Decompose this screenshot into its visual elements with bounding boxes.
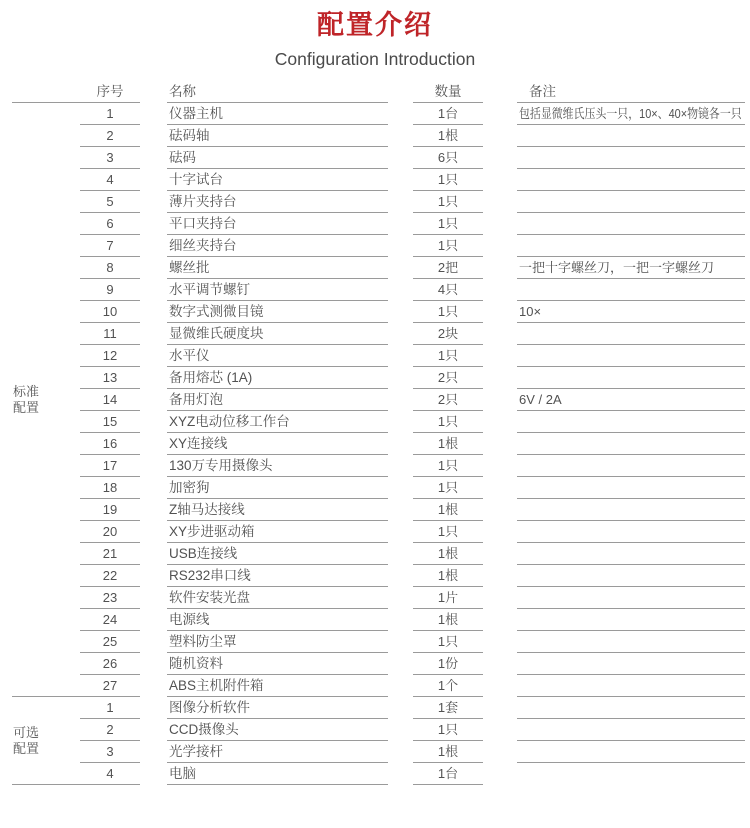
table-row <box>0 697 750 719</box>
row-qty: 1片 <box>413 587 483 609</box>
row-name: 水平仪 <box>167 345 388 367</box>
table-row <box>0 763 750 785</box>
column-gap <box>483 213 517 235</box>
row-remark <box>517 257 745 279</box>
table-row <box>0 543 750 565</box>
row-qty: 1只 <box>413 213 483 235</box>
table-body <box>0 103 750 785</box>
row-name: Z轴马达接线 <box>167 499 388 521</box>
row-index: 14 <box>80 389 140 411</box>
column-gap <box>483 697 517 719</box>
row-index: 26 <box>80 653 140 675</box>
column-gap <box>388 301 413 323</box>
row-name: 电源线 <box>167 609 388 631</box>
table-row <box>0 125 750 147</box>
row-index: 18 <box>80 477 140 499</box>
column-gap <box>388 763 413 785</box>
row-name: 砝码 <box>167 147 388 169</box>
row-qty: 1根 <box>413 741 483 763</box>
row-qty: 6只 <box>413 147 483 169</box>
column-gap <box>140 389 167 411</box>
header-cell-qty: 数量 <box>413 81 483 103</box>
row-remark <box>517 609 745 631</box>
page-title: 配置介绍 <box>317 10 433 40</box>
table-row <box>0 455 750 477</box>
column-gap <box>388 565 413 587</box>
row-remark <box>517 147 745 169</box>
row-qty: 1只 <box>413 169 483 191</box>
table-row <box>0 279 750 301</box>
row-remark <box>517 433 745 455</box>
row-name: 软件安装光盘 <box>167 587 388 609</box>
row-name: CCD摄像头 <box>167 719 388 741</box>
row-index: 5 <box>80 191 140 213</box>
column-gap <box>388 521 413 543</box>
row-index: 17 <box>80 455 140 477</box>
section-label-line: 配置 <box>13 400 40 415</box>
table-row <box>0 345 750 367</box>
table-row <box>0 213 750 235</box>
column-gap <box>388 675 413 697</box>
row-index: 12 <box>80 345 140 367</box>
column-gap <box>140 235 167 257</box>
column-gap <box>140 169 167 191</box>
row-name: 十字试台 <box>167 169 388 191</box>
row-index: 1 <box>80 103 140 125</box>
row-name: 130万专用摄像头 <box>167 455 388 477</box>
column-gap <box>388 477 413 499</box>
configuration-table <box>0 81 750 785</box>
column-gap <box>388 741 413 763</box>
column-gap <box>388 455 413 477</box>
table-row <box>0 169 750 191</box>
table-row <box>0 389 750 411</box>
row-qty: 1个 <box>413 675 483 697</box>
row-index: 27 <box>80 675 140 697</box>
row-index: 21 <box>80 543 140 565</box>
row-remark <box>517 169 745 191</box>
row-qty: 1只 <box>413 477 483 499</box>
column-gap <box>388 103 413 125</box>
row-index: 7 <box>80 235 140 257</box>
row-name: 塑料防尘罩 <box>167 631 388 653</box>
row-name: RS232串口线 <box>167 565 388 587</box>
column-gap <box>483 653 517 675</box>
column-gap <box>140 147 167 169</box>
row-index: 25 <box>80 631 140 653</box>
column-gap <box>483 609 517 631</box>
column-gap <box>388 147 413 169</box>
row-index: 11 <box>80 323 140 345</box>
row-qty: 1台 <box>413 763 483 785</box>
row-remark <box>517 389 745 411</box>
row-name: 水平调节螺钉 <box>167 279 388 301</box>
row-index: 4 <box>80 169 140 191</box>
row-remark <box>517 653 745 675</box>
row-index: 8 <box>80 257 140 279</box>
row-name: 加密狗 <box>167 477 388 499</box>
column-gap <box>388 697 413 719</box>
section-label-optional <box>13 697 68 785</box>
table-row <box>0 103 750 125</box>
row-remark <box>517 345 745 367</box>
column-gap <box>140 433 167 455</box>
column-gap <box>483 521 517 543</box>
table-row <box>0 433 750 455</box>
row-name: XY步进驱动箱 <box>167 521 388 543</box>
row-remark <box>517 455 745 477</box>
column-gap <box>483 367 517 389</box>
table-row <box>0 301 750 323</box>
column-gap <box>140 609 167 631</box>
table-row <box>0 499 750 521</box>
column-gap <box>140 631 167 653</box>
row-name: 电脑 <box>167 763 388 785</box>
section-label-line: 可选 <box>13 725 40 740</box>
column-gap <box>483 565 517 587</box>
row-index: 15 <box>80 411 140 433</box>
section-label-line: 标准 <box>13 384 40 399</box>
row-remark <box>517 477 745 499</box>
column-gap <box>388 125 413 147</box>
column-gap <box>388 279 413 301</box>
row-qty: 1只 <box>413 455 483 477</box>
table-row <box>0 565 750 587</box>
column-gap <box>140 543 167 565</box>
row-qty: 1份 <box>413 653 483 675</box>
column-gap <box>388 719 413 741</box>
table-row <box>0 477 750 499</box>
row-qty: 1只 <box>413 301 483 323</box>
column-gap <box>388 543 413 565</box>
row-qty: 1台 <box>413 103 483 125</box>
header-index-label: 序号 <box>96 84 124 99</box>
row-index: 9 <box>80 279 140 301</box>
column-gap <box>140 301 167 323</box>
row-name: 仪器主机 <box>167 103 388 125</box>
header-cell-remark: 备注 <box>517 81 745 103</box>
row-qty: 1只 <box>413 191 483 213</box>
table-row <box>0 587 750 609</box>
column-gap <box>140 191 167 213</box>
column-gap <box>388 411 413 433</box>
column-gap <box>483 389 517 411</box>
row-name: 光学接杆 <box>167 741 388 763</box>
column-gap <box>483 345 517 367</box>
column-gap <box>140 213 167 235</box>
row-remark-text: 一把十字螺丝刀，一把一字螺丝刀 <box>519 260 715 275</box>
column-gap <box>388 587 413 609</box>
row-index: 23 <box>80 587 140 609</box>
section-label-line: 配置 <box>13 741 40 756</box>
row-index: 16 <box>80 433 140 455</box>
row-qty: 2只 <box>413 367 483 389</box>
row-name: 显微维氏硬度块 <box>167 323 388 345</box>
row-index: 24 <box>80 609 140 631</box>
column-gap <box>140 565 167 587</box>
column-gap <box>483 477 517 499</box>
column-gap <box>140 81 167 103</box>
row-remark <box>517 763 745 785</box>
row-remark <box>517 125 745 147</box>
table-row <box>0 521 750 543</box>
column-gap <box>483 631 517 653</box>
row-qty: 1只 <box>413 719 483 741</box>
row-name: 砝码轴 <box>167 125 388 147</box>
column-gap <box>140 411 167 433</box>
row-remark <box>517 301 745 323</box>
row-index: 22 <box>80 565 140 587</box>
column-gap <box>140 125 167 147</box>
table-row <box>0 323 750 345</box>
row-remark <box>517 543 745 565</box>
column-gap <box>388 345 413 367</box>
row-remark <box>517 103 745 125</box>
table-row <box>0 741 750 763</box>
column-gap <box>483 455 517 477</box>
row-remark-text: 10× <box>519 304 542 319</box>
row-remark <box>517 719 745 741</box>
column-gap <box>140 719 167 741</box>
row-remark <box>517 741 745 763</box>
table-row <box>0 191 750 213</box>
column-gap <box>388 81 413 103</box>
table-row <box>0 719 750 741</box>
section-label-standard <box>13 103 68 697</box>
column-gap <box>140 741 167 763</box>
column-gap <box>483 543 517 565</box>
column-gap <box>140 345 167 367</box>
table-row <box>0 147 750 169</box>
row-remark-text: 包括显微维氏压头一只，10×、40×物镜各一只 <box>519 106 742 121</box>
row-name: ABS主机附件箱 <box>167 675 388 697</box>
row-index: 1 <box>80 697 140 719</box>
column-gap <box>483 191 517 213</box>
row-name: 随机资料 <box>167 653 388 675</box>
row-name: XYZ电动位移工作台 <box>167 411 388 433</box>
row-qty: 1只 <box>413 235 483 257</box>
table-row <box>0 367 750 389</box>
column-gap <box>140 103 167 125</box>
column-gap <box>140 653 167 675</box>
column-gap <box>483 433 517 455</box>
page-subtitle: Configuration Introduction <box>274 49 476 69</box>
row-remark <box>517 213 745 235</box>
column-gap <box>388 191 413 213</box>
row-remark <box>517 411 745 433</box>
row-index: 13 <box>80 367 140 389</box>
column-gap <box>140 279 167 301</box>
row-remark-text: 6V / 2A <box>519 392 562 407</box>
row-qty: 1根 <box>413 609 483 631</box>
column-gap <box>140 587 167 609</box>
row-name: 备用灯泡 <box>167 389 388 411</box>
column-gap <box>140 499 167 521</box>
column-gap <box>483 235 517 257</box>
row-index: 19 <box>80 499 140 521</box>
column-gap <box>140 521 167 543</box>
row-name: 薄片夹持台 <box>167 191 388 213</box>
column-gap <box>140 455 167 477</box>
row-qty: 4只 <box>413 279 483 301</box>
row-index: 3 <box>80 147 140 169</box>
column-gap <box>483 125 517 147</box>
column-gap <box>140 323 167 345</box>
row-remark <box>517 191 745 213</box>
column-gap <box>483 147 517 169</box>
row-name: 备用熔芯 (1A) <box>167 367 388 389</box>
table-row <box>0 609 750 631</box>
row-remark <box>517 587 745 609</box>
table-row <box>0 653 750 675</box>
table-header-row <box>0 81 750 103</box>
column-gap <box>388 389 413 411</box>
column-gap <box>140 763 167 785</box>
column-gap <box>388 499 413 521</box>
row-remark <box>517 367 745 389</box>
row-remark <box>517 631 745 653</box>
column-gap <box>483 675 517 697</box>
column-gap <box>483 763 517 785</box>
column-gap <box>483 587 517 609</box>
column-gap <box>388 323 413 345</box>
row-name: XY连接线 <box>167 433 388 455</box>
column-gap <box>483 169 517 191</box>
column-gap <box>388 257 413 279</box>
column-gap <box>483 103 517 125</box>
column-gap <box>140 367 167 389</box>
column-gap <box>388 169 413 191</box>
column-gap <box>388 235 413 257</box>
row-index: 4 <box>80 763 140 785</box>
row-remark <box>517 697 745 719</box>
row-remark <box>517 675 745 697</box>
row-name: 螺丝批 <box>167 257 388 279</box>
row-qty: 1只 <box>413 345 483 367</box>
row-qty: 1根 <box>413 499 483 521</box>
row-index: 20 <box>80 521 140 543</box>
column-gap <box>483 741 517 763</box>
column-gap <box>140 477 167 499</box>
row-name: 图像分析软件 <box>167 697 388 719</box>
row-qty: 1根 <box>413 125 483 147</box>
column-gap <box>388 653 413 675</box>
table-row <box>0 631 750 653</box>
row-name: 平口夹持台 <box>167 213 388 235</box>
row-index: 3 <box>80 741 140 763</box>
row-qty: 1只 <box>413 631 483 653</box>
column-gap <box>483 81 517 103</box>
column-gap <box>388 213 413 235</box>
row-qty: 1根 <box>413 565 483 587</box>
column-gap <box>483 279 517 301</box>
table-row <box>0 675 750 697</box>
column-gap <box>483 323 517 345</box>
row-index: 2 <box>80 125 140 147</box>
column-gap <box>483 499 517 521</box>
row-remark <box>517 235 745 257</box>
row-qty: 1只 <box>413 521 483 543</box>
row-index: 2 <box>80 719 140 741</box>
column-gap <box>388 609 413 631</box>
row-index: 6 <box>80 213 140 235</box>
column-gap <box>483 257 517 279</box>
row-name: 细丝夹持台 <box>167 235 388 257</box>
row-qty: 1只 <box>413 411 483 433</box>
row-remark <box>517 521 745 543</box>
table-row <box>0 411 750 433</box>
column-gap <box>140 257 167 279</box>
column-gap <box>388 433 413 455</box>
row-qty: 1根 <box>413 433 483 455</box>
table-row <box>0 235 750 257</box>
row-qty: 1套 <box>413 697 483 719</box>
row-qty: 2只 <box>413 389 483 411</box>
row-name: USB连接线 <box>167 543 388 565</box>
row-name: 数字式测微目镜 <box>167 301 388 323</box>
header-cell-index <box>12 81 140 103</box>
row-qty: 2块 <box>413 323 483 345</box>
row-qty: 2把 <box>413 257 483 279</box>
row-remark <box>517 323 745 345</box>
column-gap <box>388 631 413 653</box>
column-gap <box>140 675 167 697</box>
column-gap <box>483 411 517 433</box>
column-gap <box>483 301 517 323</box>
row-index: 10 <box>80 301 140 323</box>
table-row <box>0 257 750 279</box>
row-remark <box>517 279 745 301</box>
header-cell-name: 名称 <box>167 81 388 103</box>
column-gap <box>483 719 517 741</box>
row-remark <box>517 565 745 587</box>
column-gap <box>140 697 167 719</box>
row-qty: 1根 <box>413 543 483 565</box>
row-remark <box>517 499 745 521</box>
column-gap <box>388 367 413 389</box>
